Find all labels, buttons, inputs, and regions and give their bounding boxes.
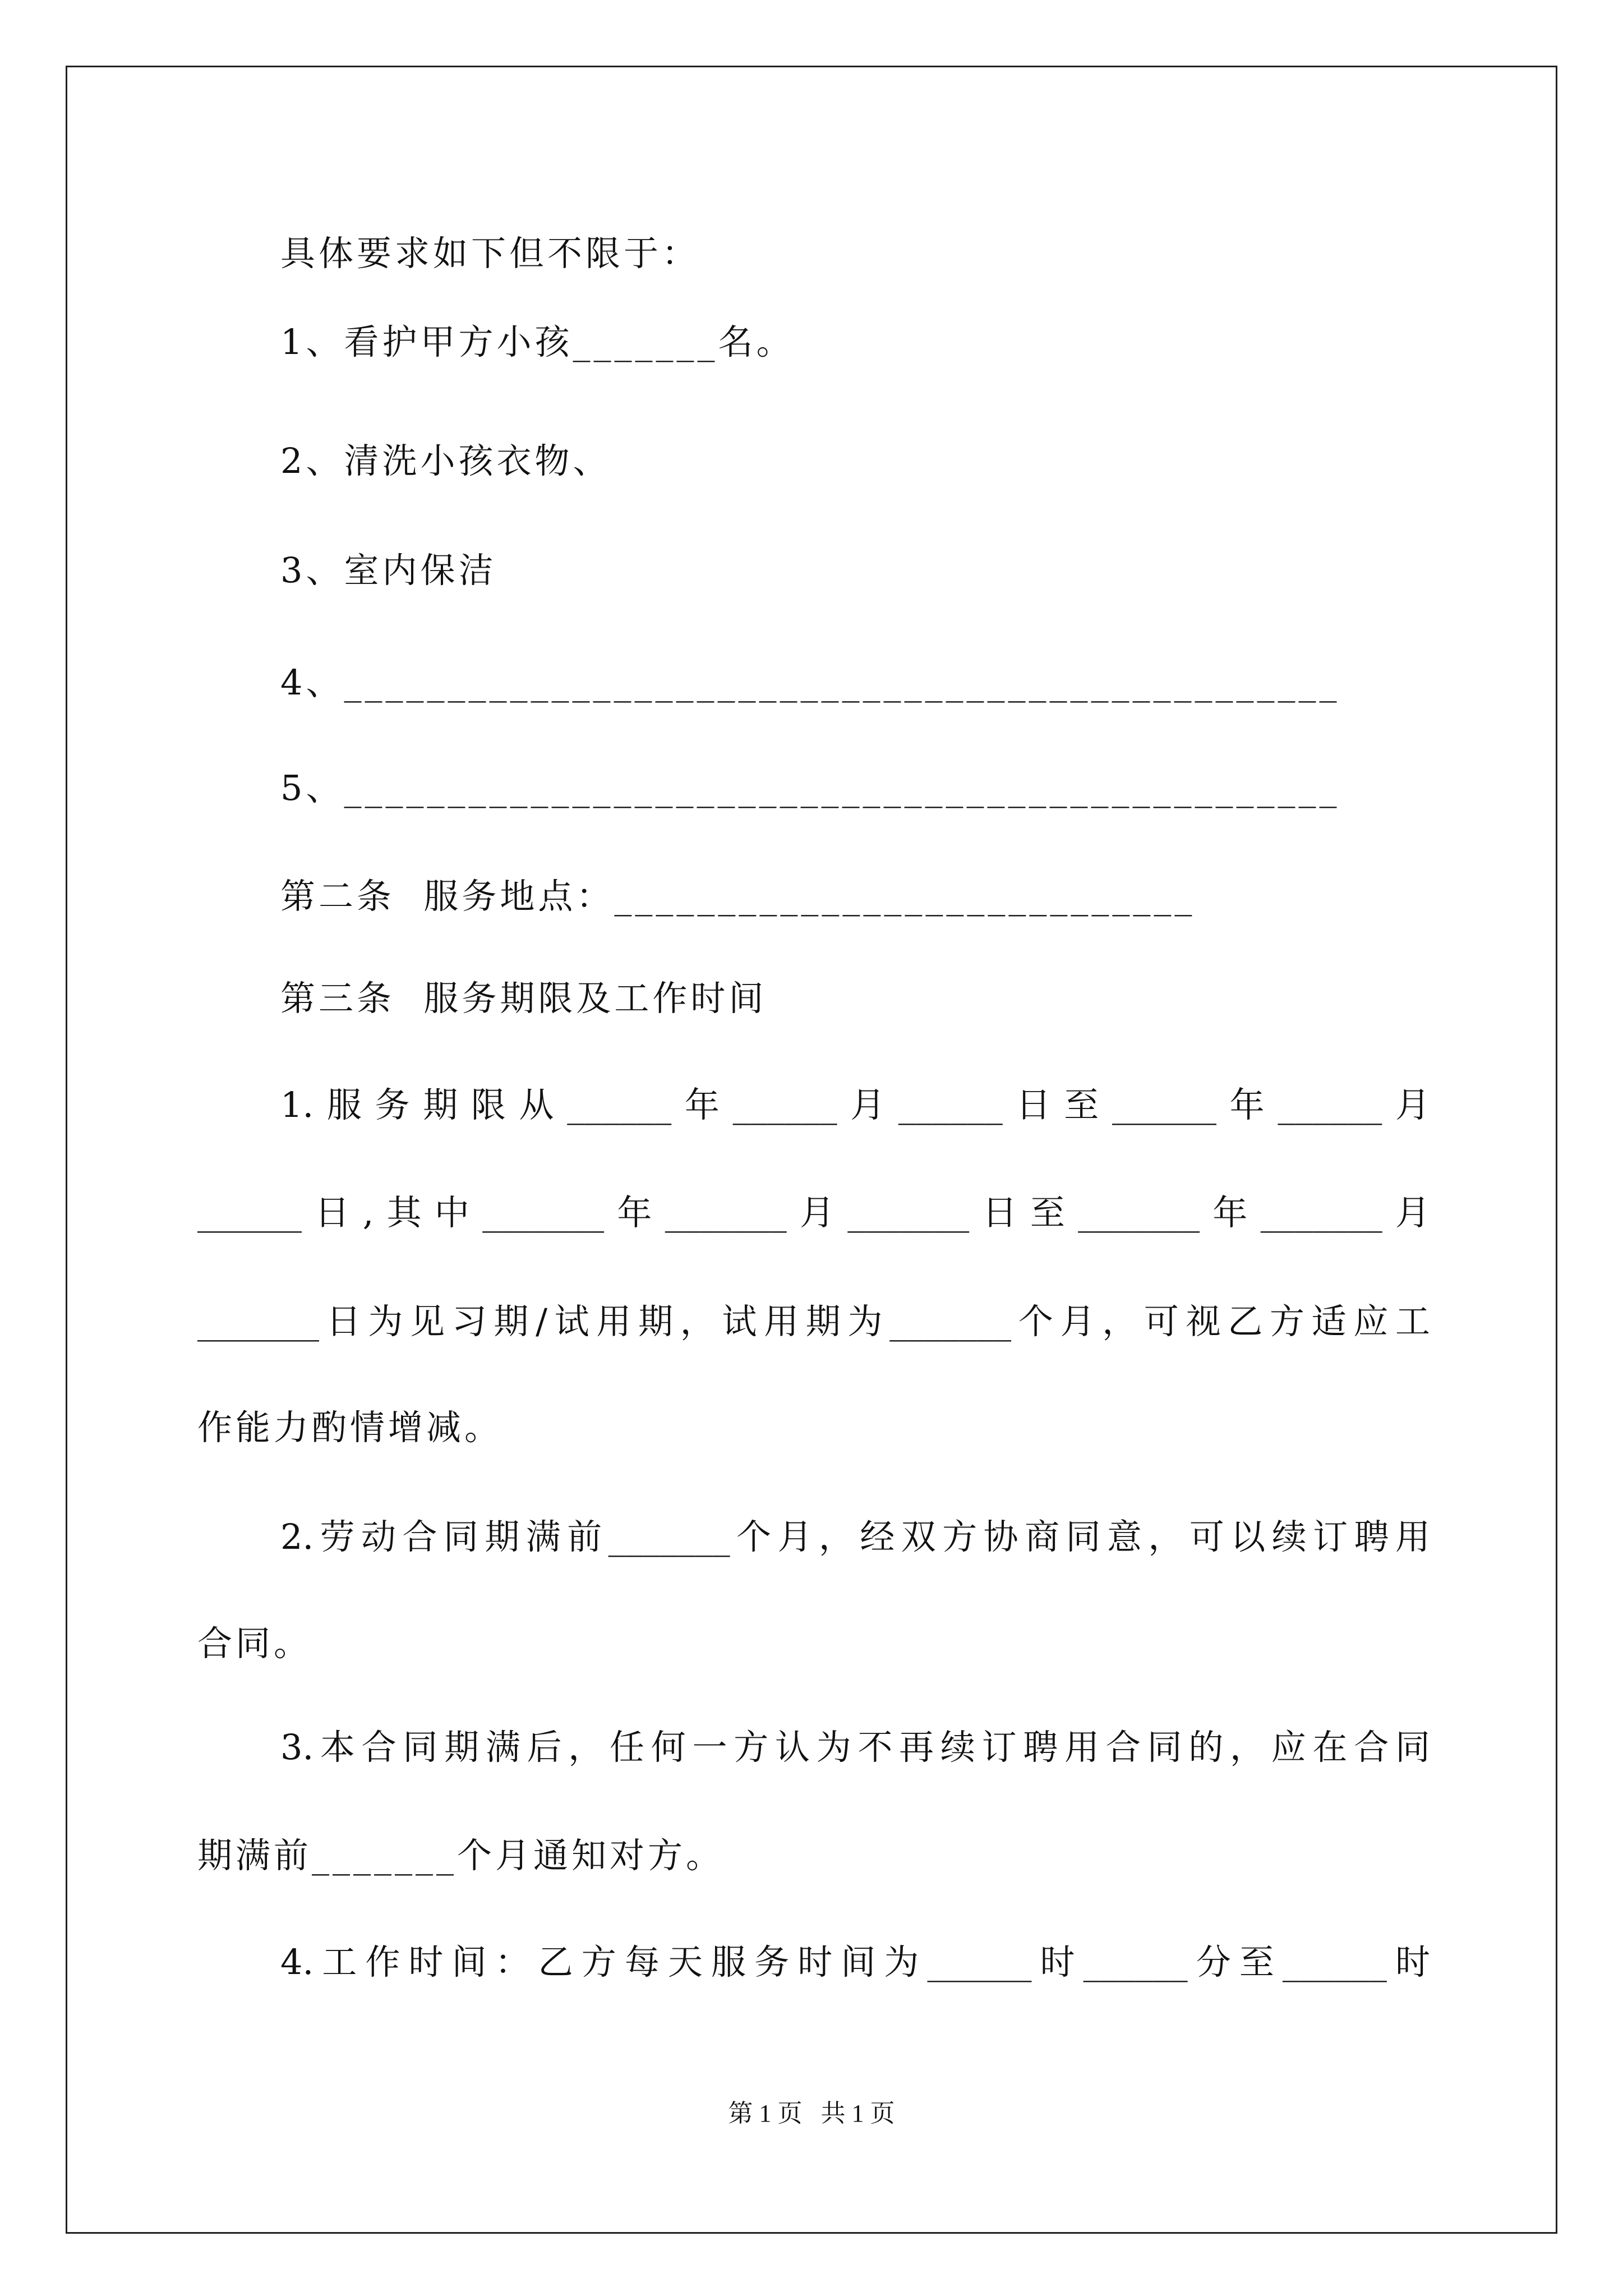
requirements-intro: 具体要求如下但不限于：: [280, 233, 700, 274]
working-hours-line: 4.工作时间：乙方每天服务时间为______时______分至______时: [280, 1941, 1430, 1982]
termination-clause-line-1: 3.本合同期满后，任何一方认为不再续订聘用合同的，应在合同: [280, 1727, 1430, 1768]
service-term-line-3: _______日为见习期/试用期，试用期为_______个月，可视乙方适应工: [197, 1301, 1430, 1342]
service-term-line-2: ______日,其中_______年_______月_______日至_______年_______月: [197, 1192, 1430, 1233]
requirement-item-3: 3、室内保洁: [280, 550, 497, 591]
article-2-service-location: 第二条 服务地点：____________________________: [280, 876, 1196, 917]
service-term-line-4: 作能力酌情增减。: [197, 1407, 503, 1448]
service-term-line-1: 1.服务期限从______年______月______日至______年______月: [280, 1084, 1430, 1125]
page-frame: [66, 66, 1557, 2234]
renewal-clause-line-1: 2.劳动合同期满前_______个月，经双方协商同意，可以续订聘用: [280, 1516, 1430, 1557]
page-footer: 第 1 页 共 1 页: [728, 2100, 895, 2127]
requirement-item-5: 5、________________________________________________: [280, 767, 1340, 808]
requirement-item-1: 1、看护甲方小孩_______名。: [280, 321, 795, 362]
requirement-item-2: 2、清洗小孩衣物、: [280, 440, 611, 481]
renewal-clause-line-2: 合同。: [197, 1623, 312, 1664]
requirement-item-4: 4、________________________________________________: [280, 662, 1340, 703]
termination-clause-line-2: 期满前_______个月通知对方。: [197, 1835, 725, 1876]
article-3-heading: 第三条 服务期限及工作时间: [280, 978, 767, 1019]
